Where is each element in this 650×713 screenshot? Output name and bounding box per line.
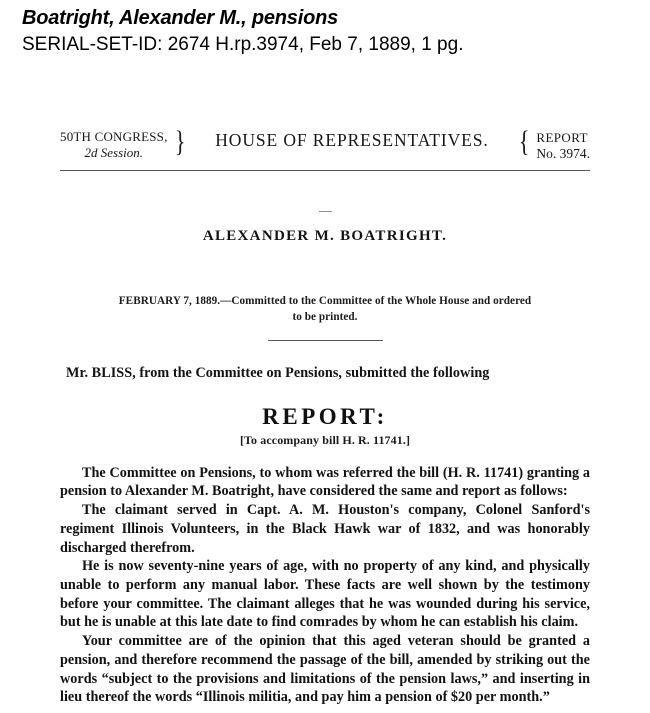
body-paragraph: The claimant served in Capt. A. M. Houston's company, Colonel Sanford's regiment Illinois Volunteers, in the Black Hawk war of 1832, and was honorably discharged therefrom. [60, 502, 590, 556]
congress-number: 50TH CONGRESS, [60, 129, 168, 144]
masthead-right-group [512, 125, 590, 163]
catalog-title: Boatright, Alexander M., pensions [22, 7, 339, 29]
masthead-left-group [60, 125, 192, 161]
catalog-header [0, 0, 650, 58]
catalog-serial-id: SERIAL-SET-ID: 2674 H.rp.3974, Feb 7, 1889, 1 pg. [22, 34, 464, 55]
report-heading: REPORT: [262, 403, 388, 429]
date-note-line-1: FEBRUARY 7, 1889.—Committed to the Committee of the Whole House and ordered [118, 295, 532, 308]
chamber-name: HOUSE OF REPRESENTATIVES. [215, 130, 489, 150]
body-paragraph: He is now seventy-nine years of age, with no property of any kind, and physically unable to perform any manual labor. These facts are well shown by the testimony before your committee. The claimant alleges that he was wounded during his service, but he is unable at this late date to find comrades by whom he can establish his claim. [60, 558, 590, 631]
report-number: No. 3974. [536, 146, 590, 162]
report-body [60, 464, 590, 708]
body-paragraph: Your committee are of the opinion that this aged veteran should be granted a pension, and therefore recommend the passage of the bill, amended by striking out the words “subject to the provisions and limitations of the pension laws,” and inserting in lieu thereof the words “Illinois militia, and pay him a pension of $20 per month.” [60, 633, 590, 706]
document-subject-title: ALEXANDER M. BOATRIGHT. [202, 228, 448, 245]
brace-left-icon: } [174, 125, 186, 158]
submitter-line: Mr. BLISS, from the Committee on Pensions, submitted the following [66, 364, 490, 381]
document-body [60, 112, 590, 707]
document-masthead [60, 125, 590, 163]
scanned-document-page [0, 112, 650, 713]
brace-right-icon: { [518, 125, 530, 158]
report-label: REPORT [536, 130, 588, 145]
date-committed-note [60, 293, 590, 325]
date-note-line-2: to be printed. [292, 311, 358, 324]
date-note-divider-rule [268, 340, 383, 341]
body-paragraph: The Committee on Pensions, to whom was referred the bill (H. R. 11741) granting a pension to Alexander M. Boatright, have considered the same and report as follows: [60, 464, 590, 500]
congress-session-block [60, 128, 168, 161]
report-number-block [536, 128, 590, 163]
masthead-divider-rule [60, 170, 590, 171]
session-number: 2d Session. [84, 144, 144, 160]
report-subheading: [To accompany bill H. R. 11741.] [239, 432, 411, 447]
title-ornament-rule [319, 211, 332, 212]
